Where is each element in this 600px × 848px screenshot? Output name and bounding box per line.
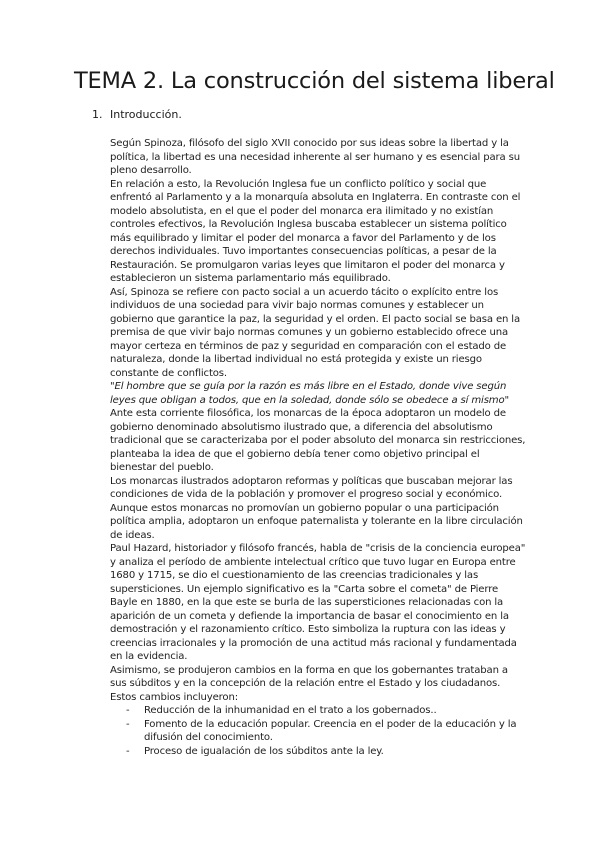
list-item-text: Reducción de la inhumanidad en el trato a los gobernados..: [144, 705, 437, 716]
section-title: Introducción.: [110, 108, 182, 121]
paragraph-absolutismo-ilustrado: Ante esta corriente filosófica, los monarcas de la época adoptaron un modelo de gobierno denominado absolutismo ilustrado que, a diferencia del absolutismo tradicional que se caracterizaba por el poder absoluto del monarca sin restricciones, planteaba la idea de que el gobierno debía tener como objetivo principal el bienestar del pueblo.: [110, 408, 526, 473]
body-text: [110, 137, 526, 758]
list-item: [110, 718, 526, 745]
spinoza-quote: "El hombre que se guía por la razón es más libre en el Estado, donde vive según leyes que obligan a todos, que en la soledad, donde sólo se obedece a sí mismo": [110, 381, 510, 406]
paragraph-cambios: Asimismo, se produjeron cambios en la forma en que los gobernantes trataban a sus súbditos y en la concepción de la relación entre el Estado y los ciudadanos. Estos cambios incluyeron:: [110, 664, 508, 703]
paragraph-pacto-social: Así, Spinoza se refiere con pacto social a un acuerdo tácito o explícito entre los individuos de una sociedad para vivir bajo normas comunes y establecer un gobierno que garantice la paz, la seguridad y el orden. El pacto social se basa en la premisa de que vivir bajo normas comunes y un gobierno establecido ofrece una mayor certeza en términos de paz y seguridad en comparación con el estado de naturaleza, donde la libertad individual no está protegida y existe un riesgo constante de conflictos.: [110, 286, 520, 379]
list-item: [110, 704, 526, 718]
paragraph-revolucion-inglesa: En relación a esto, la Revolución Inglesa fue un conflicto político y social que enfrentó al Parlamento y a la monarquía absoluta en Inglaterra. En contraste con el modelo absolutista, en el que el poder del monarca era ilimitado y no existían controles efectivos, la Revolución Inglesa buscaba establecer un sistema político más equilibrado y limitar el poder del monarca a favor del Parlamento y de los derechos individuales. Tuvo importantes consecuencias políticas, a pesar de la Restauración. Se promulgaron varias leyes que limitaron el poder del monarca y establecieron un sistema parlamentario más equilibrado.: [110, 178, 521, 284]
paragraph-monarcas-ilustrados: Los monarcas ilustrados adoptaron reformas y políticas que buscaban mejorar las condiciones de vida de la población y promover el progreso social y económico. Aunque estos monarcas no promovían un gobierno popular o una participación política amplia, adoptaron un enfoque paternalista y tolerante en la libre circulación de ideas.: [110, 475, 523, 541]
list-item-text: Fomento de la educación popular. Creencia en el poder de la educación y la difusión del conocimiento.: [144, 718, 517, 743]
section-heading: [92, 108, 182, 121]
changes-list: [110, 704, 526, 758]
paragraph-spinoza-intro: Según Spinoza, filósofo del siglo XVII conocido por sus ideas sobre la libertad y la política, la libertad es una necesidad inherente al ser humano y es esencial para su pleno desarrollo.: [110, 138, 520, 176]
bullet-dash: -: [126, 718, 130, 730]
section-number: 1.: [92, 108, 103, 121]
list-item: [110, 745, 526, 759]
bullet-dash: -: [126, 705, 130, 716]
list-item-text: Proceso de igualación de los súbditos ante la ley.: [144, 745, 384, 757]
bullet-dash: -: [126, 745, 130, 757]
document-title: TEMA 2. La construcción del sistema liberal: [74, 68, 555, 94]
paragraph-paul-hazard: Paul Hazard, historiador y filósofo francés, habla de "crisis de la conciencia europea" y analiza el período de ambiente intelectual crítico que tuvo lugar en Europa entre 1680 y 1715, se dio el cuestionamiento de las creencias tradicionales y las supersticiones. Un ejemplo significativo es la "Carta sobre el cometa" de Pierre Bayle en 1880, en la que este se burla de las supersticiones relacionadas con la aparición de un cometa y defiende la importancia de basar el conocimiento en la demostración y el razonamiento crítico. Esto simboliza la ruptura con las ideas y creencias irracionales y la promoción de una actitud más racional y fundamentada en la evidencia.: [110, 543, 526, 662]
